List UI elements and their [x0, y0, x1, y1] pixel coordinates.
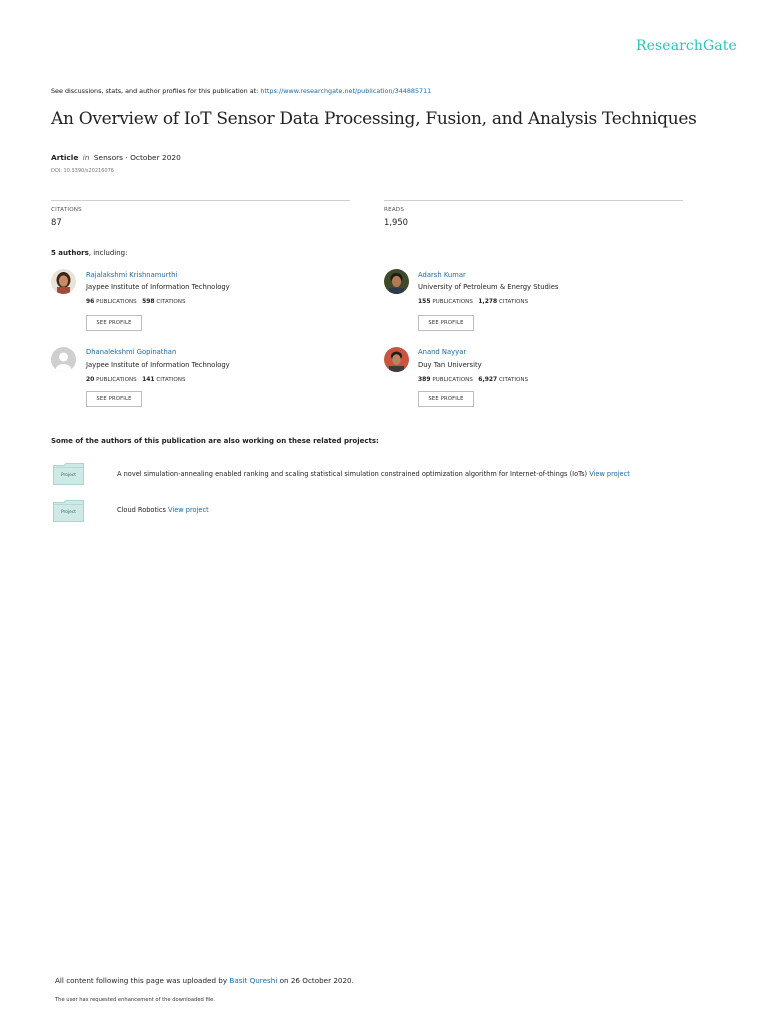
publications-label: PUBLICATIONS — [432, 299, 473, 305]
authors-count: 5 authors — [51, 249, 89, 257]
researchgate-logo[interactable]: ResearchGate — [636, 38, 737, 54]
view-project-link[interactable]: View project — [168, 506, 209, 514]
author-stats — [86, 376, 186, 383]
article-date: · October 2020 — [123, 153, 181, 162]
citations-count: 598 — [142, 298, 155, 305]
author-name-link[interactable]: Dhanalekshmi Gopinathan — [86, 348, 177, 356]
project-title: Cloud Robotics — [117, 506, 169, 514]
project-badge: Project — [60, 510, 77, 515]
citations-label: CITATIONS — [499, 377, 529, 383]
publication-url-link[interactable]: https://www.researchgate.net/publication/344885711 — [260, 87, 432, 95]
author-stats — [86, 298, 186, 305]
author-name-link[interactable]: Anand Nayyar — [418, 348, 467, 356]
avatar-placeholder-icon[interactable] — [51, 347, 76, 372]
citations-divider — [51, 200, 350, 201]
discussion-prefix: See discussions, stats, and author profiles for this publication at: — [51, 87, 261, 95]
folder-icon — [53, 500, 84, 522]
citations-label: CITATIONS — [156, 299, 186, 305]
citations-value: 87 — [51, 217, 62, 227]
citations-count: 141 — [142, 376, 155, 383]
citations-label: CITATIONS — [499, 299, 529, 305]
see-profile-button[interactable]: SEE PROFILE — [86, 391, 142, 407]
citations-count: 6,927 — [478, 376, 498, 383]
projects-heading: Some of the authors of this publication are also working on these related projects: — [51, 437, 379, 445]
folder-icon — [53, 463, 84, 485]
author-institution[interactable]: Jaypee Institute of Information Technology — [86, 361, 230, 369]
doi-text: DOI: 10.3390/s20216076 — [51, 168, 114, 174]
journal-link[interactable]: Sensors — [93, 153, 124, 162]
author-institution[interactable]: Duy Tan University — [418, 361, 482, 369]
author-institution[interactable]: University of Petroleum & Energy Studies — [418, 283, 559, 291]
see-profile-button[interactable]: SEE PROFILE — [418, 391, 474, 407]
article-meta — [51, 153, 181, 162]
reads-label: READS — [384, 207, 405, 213]
page-title: An Overview of IoT Sensor Data Processing, Fusion, and Analysis Techniques — [51, 109, 697, 129]
authors-heading — [51, 249, 127, 257]
discussion-line — [51, 87, 431, 95]
avatar-icon[interactable] — [51, 269, 76, 294]
project-item — [117, 506, 209, 514]
publications-count: 20 — [86, 376, 95, 383]
author-stats — [418, 298, 528, 305]
see-profile-button[interactable]: SEE PROFILE — [86, 315, 142, 331]
publications-count: 155 — [418, 298, 431, 305]
author-stats — [418, 376, 528, 383]
project-item — [117, 470, 630, 478]
citations-label: CITATIONS — [51, 207, 82, 213]
publications-count: 96 — [86, 298, 95, 305]
avatar-icon[interactable] — [384, 269, 409, 294]
view-project-link[interactable]: View project — [589, 470, 630, 478]
upload-prefix: All content following this page was uploaded by — [55, 976, 230, 985]
author-institution[interactable]: Jaypee Institute of Information Technology — [86, 283, 230, 291]
citations-label: CITATIONS — [156, 377, 186, 383]
reads-value: 1,950 — [384, 217, 408, 227]
publications-label: PUBLICATIONS — [432, 377, 473, 383]
publications-label: PUBLICATIONS — [96, 299, 137, 305]
uploader-link[interactable]: Basit Qureshi — [229, 976, 278, 985]
article-in: in — [82, 153, 90, 162]
see-profile-button[interactable]: SEE PROFILE — [418, 315, 474, 331]
publications-label: PUBLICATIONS — [96, 377, 137, 383]
author-name-link[interactable]: Adarsh Kumar — [418, 271, 466, 279]
authors-suffix: , including: — [88, 249, 128, 257]
avatar-icon[interactable] — [384, 347, 409, 372]
upload-suffix: on 26 October 2020. — [277, 976, 354, 985]
reads-divider — [384, 200, 683, 201]
article-type: Article — [51, 153, 79, 162]
author-name-link[interactable]: Rajalakshmi Krishnamurthi — [86, 271, 178, 279]
project-title: A novel simulation-annealing enabled ranking and scaling statistical simulation constrained optimization algorithm for Internet-of-things (IoTs) — [117, 470, 590, 478]
publications-count: 389 — [418, 376, 431, 383]
enhancement-note: The user has requested enhancement of the downloaded file. — [55, 997, 216, 1003]
project-badge: Project — [60, 473, 77, 478]
upload-note — [55, 976, 354, 985]
citations-count: 1,278 — [478, 298, 498, 305]
